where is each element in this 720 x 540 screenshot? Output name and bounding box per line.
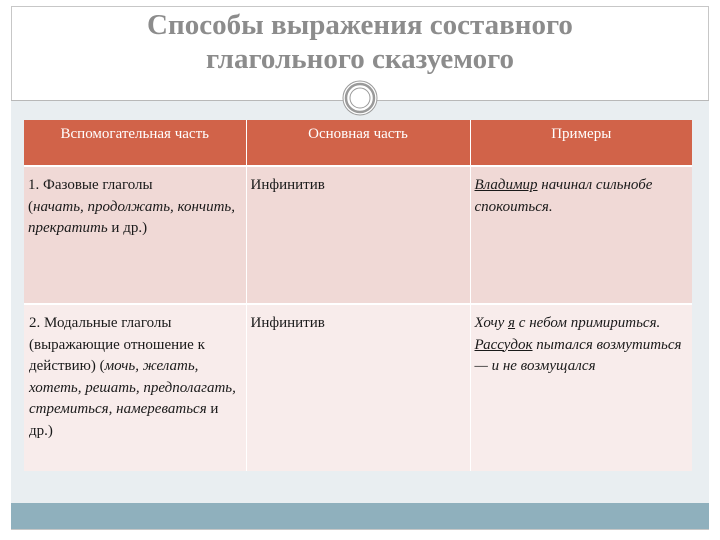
title-line-1: Способы выражения составного [147, 9, 573, 41]
aux-lead: 1. Фазовые глаголы [28, 177, 153, 193]
header-main: Основная часть [246, 120, 470, 166]
slide-title [11, 8, 709, 76]
cell-auxiliary [24, 166, 246, 304]
circle-ornament-icon [342, 80, 378, 116]
title-line-2: глагольного сказуемого [205, 43, 515, 75]
example-part2-post: пытался возмутиться — и не возмущался [474, 336, 682, 374]
aux-tail: и др.) [107, 220, 148, 236]
example-part1-subject: я [508, 315, 516, 331]
aux-open: ( [28, 198, 33, 215]
aux-tail: и др.) [29, 401, 219, 439]
example-part1-pre: Хочу [474, 315, 509, 331]
cell-example [470, 166, 692, 304]
predicate-table [24, 120, 692, 471]
aux-examples: мочь, желать, хотеть, решать, предполагать, стремиться, намереваться [29, 358, 236, 417]
cell-example [470, 304, 692, 471]
header-auxiliary: Вспомогательная часть [24, 120, 246, 166]
header-examples: Примеры [470, 120, 692, 166]
table-row [24, 166, 692, 304]
table-row [24, 304, 692, 471]
example-subject: Владимир [474, 177, 538, 193]
example-rest: начинал сильнобе спокоиться. [474, 177, 653, 215]
aux-examples: начать, продолжать, кончить, прекратить [28, 198, 235, 236]
cell-main: Инфинитив [246, 304, 470, 471]
example-part2-subject: Рассудок [474, 336, 533, 353]
table-header-row [24, 120, 692, 166]
cell-main: Инфинитив [246, 166, 470, 304]
slide-footer-bar [11, 501, 709, 529]
cell-auxiliary [24, 304, 246, 471]
aux-lead: 2. Модальные глаголы (выражающие отношение к действию) ( [29, 315, 205, 374]
example-part1-post: с небом примириться. [515, 315, 661, 331]
